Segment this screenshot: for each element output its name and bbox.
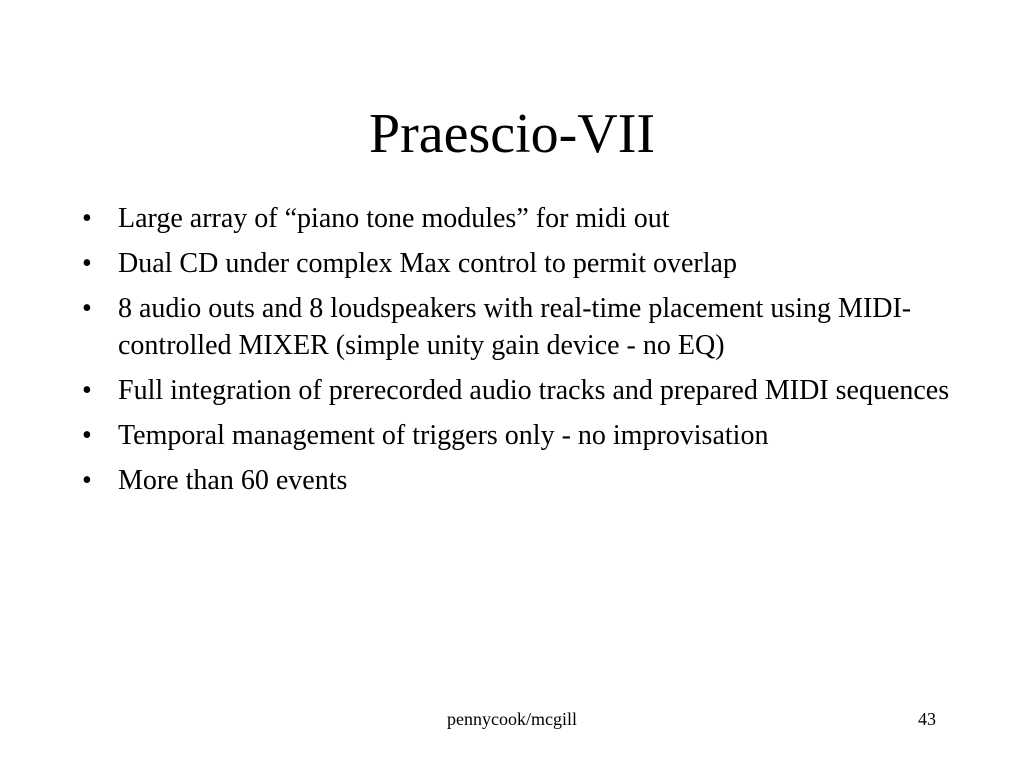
- bullet-text: Dual CD under complex Max control to permit overlap: [118, 248, 737, 279]
- bullet-text: 8 audio outs and 8 loudspeakers with real-time placement using MIDI-controlled MIXER (simple unity gain device - no EQ): [118, 293, 912, 361]
- bullet-text: More than 60 events: [118, 465, 348, 496]
- bullet-dot-icon: •: [82, 465, 92, 496]
- bullet-item: [76, 417, 956, 454]
- slide-footer: pennycook/mcgill: [447, 709, 577, 729]
- page-number: 43: [918, 709, 936, 729]
- bullet-item: [76, 200, 956, 237]
- bullet-text: Large array of “piano tone modules” for midi out: [118, 203, 670, 234]
- bullet-item: [76, 245, 956, 282]
- bullet-text: Temporal management of triggers only - no improvisation: [118, 420, 769, 451]
- slide-title: Praescio-VII: [368, 103, 656, 165]
- bullet-dot-icon: •: [82, 248, 92, 279]
- bullet-item: [76, 462, 956, 499]
- bullet-item: [76, 372, 956, 409]
- bullet-item: [76, 290, 956, 364]
- bullet-dot-icon: •: [82, 293, 92, 324]
- bullet-dot-icon: •: [82, 203, 92, 234]
- bullet-dot-icon: •: [82, 375, 92, 406]
- bullet-list: [76, 200, 956, 507]
- bullet-text: Full integration of prerecorded audio tracks and prepared MIDI sequences: [118, 375, 950, 406]
- bullet-dot-icon: •: [82, 420, 92, 451]
